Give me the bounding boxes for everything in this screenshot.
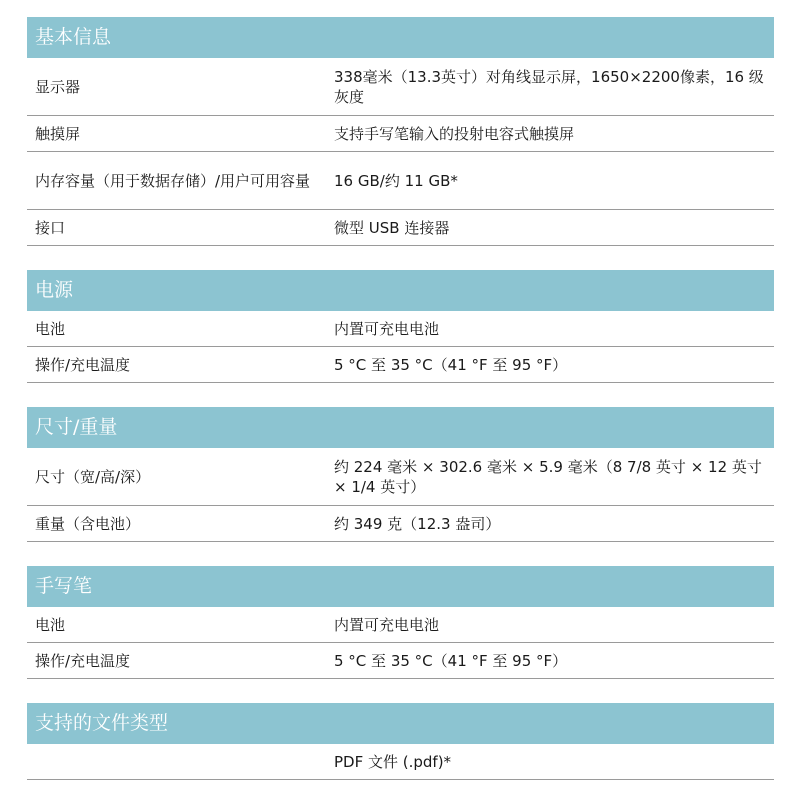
spec-label: 电池 xyxy=(35,615,66,634)
spec-label: 电池 xyxy=(35,319,66,338)
spec-value: PDF 文件 (.pdf)* xyxy=(334,752,452,771)
section-header-basic-info: 基本信息 xyxy=(27,17,774,58)
spec-row-weight xyxy=(27,506,774,542)
spec-value: 支持手写笔输入的投射电容式触摸屏 xyxy=(334,124,575,143)
spec-label: 操作/充电温度 xyxy=(35,355,131,374)
spec-value: 338毫米（13.3英寸）对角线显示屏，1650×2200像素，16 级灰度 xyxy=(334,67,764,106)
spec-value: 约 224 毫米 × 302.6 毫米 × 5.9 毫米（8 7/8 英寸 × 12 英寸 × 1/4 英寸） xyxy=(334,457,762,496)
section-header-stylus: 手写笔 xyxy=(27,566,774,607)
spec-row-interface xyxy=(27,210,774,246)
section-header-supported-file-types: 支持的文件类型 xyxy=(27,703,774,744)
spec-label: 操作/充电温度 xyxy=(35,651,131,670)
spec-label: 内存容量（用于数据存储）/用户可用容量 xyxy=(35,171,311,190)
spec-label xyxy=(27,744,334,779)
spec-label: 重量（含电池） xyxy=(35,514,141,533)
spec-value: 内置可充电电池 xyxy=(334,319,440,338)
spec-row-touchscreen xyxy=(27,116,774,152)
spec-label: 触摸屏 xyxy=(35,124,81,143)
spec-value: 16 GB/约 11 GB* xyxy=(334,171,458,190)
spec-row-battery xyxy=(27,311,774,347)
spec-row-stylus-temperature xyxy=(27,643,774,679)
spec-value: 5 °C 至 35 °C（41 °F 至 95 °F） xyxy=(334,355,568,374)
spec-row-stylus-battery xyxy=(27,607,774,643)
spec-value: 内置可充电电池 xyxy=(334,615,440,634)
spec-row-display xyxy=(27,58,774,116)
spec-sheet xyxy=(27,17,774,780)
spec-row-file-types xyxy=(27,744,774,780)
section-header-dimensions-weight: 尺寸/重量 xyxy=(27,407,774,448)
spec-row-storage xyxy=(27,152,774,210)
section-header-power: 电源 xyxy=(27,270,774,311)
spec-label: 尺寸（宽/高/深） xyxy=(35,467,151,486)
spec-value: 5 °C 至 35 °C（41 °F 至 95 °F） xyxy=(334,651,568,670)
spec-row-temperature xyxy=(27,347,774,383)
spec-label: 接口 xyxy=(35,218,66,237)
spec-row-dimensions xyxy=(27,448,774,506)
spec-value: 约 349 克（12.3 盎司） xyxy=(334,514,501,533)
spec-value: 微型 USB 连接器 xyxy=(334,218,450,237)
spec-label: 显示器 xyxy=(35,77,81,96)
